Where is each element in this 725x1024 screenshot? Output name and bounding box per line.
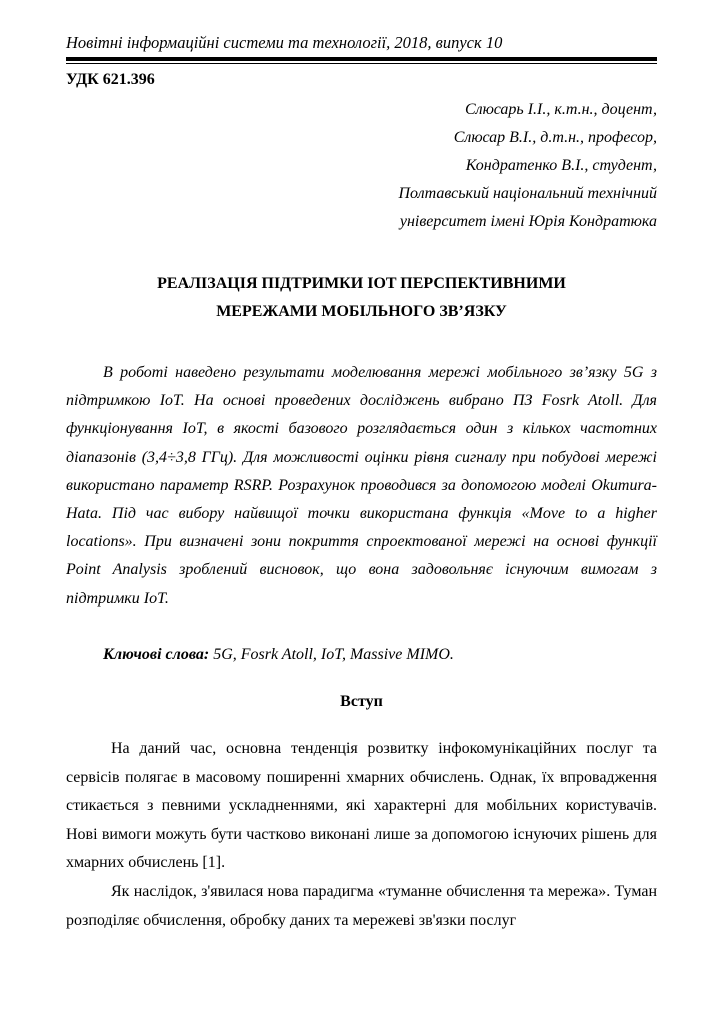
keywords [103, 641, 454, 669]
author-block [300, 96, 657, 236]
section-heading: Вступ [340, 693, 383, 710]
header-rule-thin [66, 63, 657, 64]
running-head: Новітні інформаційні системи та технології, 2018, випуск 10 [66, 33, 503, 52]
keywords-label: Ключові слова: [103, 646, 210, 663]
author-line: Кондратенко В.І., студент, [465, 157, 657, 174]
affiliation-line: Полтавський національний технічний [398, 185, 657, 202]
udc-code: УДК 621.396 [66, 71, 155, 88]
title-line: РЕАЛІЗАЦІЯ ПІДТРИМКИ IOT ПЕРСПЕКТИВНИМИ [157, 275, 566, 292]
body-paragraph: На даний час, основна тенденція розвитку інфокомунікаційних послуг та сервісів полягає в масовому поширенні хмарних обчислень. Однак, їх впровадження стикається з певними ускладненнями, які характерні для мобільних користувачів. Нові вимоги можуть бути частково виконані лише за допомогою існуючих рішень для хмарних обчислень [1]. [66, 740, 657, 872]
author-line: Слюсарь І.І., к.т.н., доцент, [465, 101, 657, 118]
affiliation-line: університет імені Юрія Кондратюка [399, 213, 657, 230]
body-paragraph: Як наслідок, з'явилася нова парадигма «туманне обчислення та мережа». Туман розподіляє обчислення, обробку даних та мережеві зв'язки послуг [66, 883, 657, 929]
abstract: В роботі наведено результати моделювання мережі мобільного зв’язку 5G з підтримкою IoT. На основі проведених досліджень вибрано ПЗ Fosrk Atoll. Для функціонування IoT, в якості базового розглядається один з кількох частотних діапазонів (3,4÷3,8 ГГц). Для можливості оцінки рівня сигналу при побудові мережі використано параметр RSRP. Розрахунок проводився за допомогою моделі Okumura-Hata. Під час вибору найвищої точки використана функція «Move to a higher locations». При визначені зони покриття спроектованої мережі на основі функції Point Analysis зроблений висновок, що вона задовольняє існуючим вимогам з підтримки IoT. [66, 364, 657, 607]
keywords-list: 5G, Fosrk Atoll, IoT, Massive MIMO. [209, 646, 454, 663]
header-rule-thick [66, 57, 657, 61]
author-line: Слюсар В.І., д.т.н., професор, [453, 129, 657, 146]
title-line: МЕРЕЖАМИ МОБІЛЬНОГО ЗВ’ЯЗКУ [216, 303, 507, 320]
paper-title [66, 270, 657, 326]
